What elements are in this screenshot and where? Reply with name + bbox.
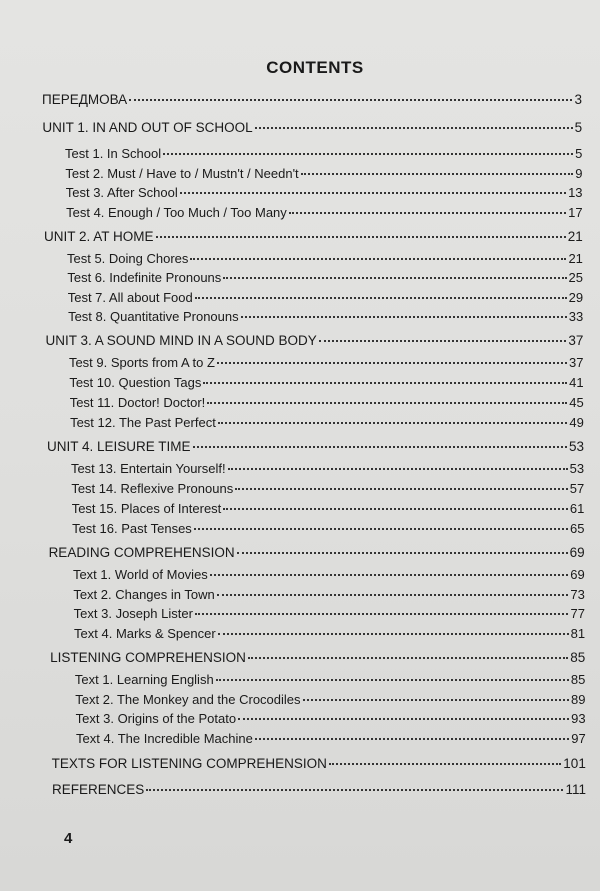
dot-leader <box>303 699 569 701</box>
toc-entry-page: 111 <box>565 782 586 797</box>
toc-entry-page: 13 <box>568 185 583 200</box>
toc-entry <box>65 166 582 181</box>
dot-leader <box>207 402 567 404</box>
toc-entry-label: LISTENING COMPREHENSION <box>50 650 246 665</box>
toc-entry-page: 49 <box>569 415 584 430</box>
toc-entry <box>74 626 585 641</box>
toc-entry <box>73 587 585 602</box>
dot-leader <box>228 468 568 470</box>
dot-leader <box>146 789 563 791</box>
toc-entry-label: UNIT 3. A SOUND MIND IN A SOUND BODY <box>45 333 317 348</box>
toc-entry-page: 61 <box>569 501 585 516</box>
toc-entry-label: Text 3. Origins of the Potato <box>75 711 237 726</box>
toc-entry <box>67 251 583 266</box>
toc-entry <box>67 270 583 285</box>
toc-entry-page: 65 <box>570 521 585 536</box>
toc-entry-page: 9 <box>575 166 583 181</box>
toc-entry-page: 97 <box>571 731 586 746</box>
dot-leader <box>129 99 572 101</box>
toc-entry-page: 21 <box>568 251 583 266</box>
toc-entry <box>76 711 586 726</box>
dot-leader <box>235 488 568 490</box>
dot-leader <box>180 192 566 194</box>
dot-leader <box>193 446 567 448</box>
dot-leader <box>190 258 566 260</box>
dot-leader <box>255 127 573 129</box>
toc-entry-label: Text 2. The Monkey and the Crocodiles <box>75 692 301 707</box>
toc-entry-label: UNIT 4. LEISURE TIME <box>47 439 191 454</box>
page-number: 4 <box>64 830 73 847</box>
toc-entry-label: Test 6. Indefinite Pronouns <box>67 270 222 285</box>
toc-entry-page: 85 <box>570 672 586 687</box>
dot-leader <box>255 738 569 740</box>
toc-entry-label: Text 1. Learning English <box>74 672 214 687</box>
dot-leader <box>195 297 567 299</box>
toc-entry-page: 85 <box>570 650 586 665</box>
dot-leader <box>156 236 566 238</box>
toc-entry-page: 53 <box>569 461 585 476</box>
dot-leader <box>301 173 574 175</box>
toc-entry-label: Text 4. The Incredible Machine <box>76 731 253 746</box>
toc-entry-label: TEXTS FOR LISTENING COMPREHENSION <box>51 756 327 771</box>
dot-leader <box>195 613 569 615</box>
toc-entry <box>74 606 585 621</box>
toc-entry <box>65 146 582 161</box>
toc-entry-label: Text 2. Changes in Town <box>73 587 215 602</box>
toc-entry-page: 41 <box>569 375 584 390</box>
toc-entry-page: 45 <box>569 395 584 410</box>
dot-leader <box>216 679 569 681</box>
dot-leader <box>329 763 561 765</box>
toc-entry-page: 77 <box>570 606 585 621</box>
toc-entry-label: READING COMPREHENSION <box>48 545 235 560</box>
toc-entry-page: 29 <box>568 290 584 305</box>
toc-entry <box>71 481 584 496</box>
toc-entry <box>69 375 583 390</box>
toc-entry-label: Test 9. Sports from A to Z <box>68 355 215 370</box>
toc-entry <box>66 185 583 200</box>
toc-entry-page: 5 <box>575 146 583 161</box>
toc-entry-label: Text 1. World of Movies <box>72 567 208 582</box>
toc-entry-label: REFERENCES <box>52 782 145 797</box>
toc-entry-label: ПЕРЕДМОВА <box>42 92 128 107</box>
toc-entry-label: Test 12. The Past Perfect <box>70 415 216 430</box>
toc-entry-page: 33 <box>568 309 584 324</box>
toc-entry-label: UNIT 1. IN AND OUT OF SCHOOL <box>42 120 253 135</box>
toc-section <box>52 782 586 797</box>
toc-section <box>42 92 582 107</box>
toc-entry-label: Test 10. Question Tags <box>69 375 202 390</box>
toc-section <box>52 756 586 771</box>
dot-leader <box>203 382 567 384</box>
page-title: CONTENTS <box>266 58 364 77</box>
toc-entry <box>75 672 585 687</box>
dot-leader <box>218 633 569 635</box>
toc-entry <box>68 290 583 305</box>
dot-leader <box>289 212 566 214</box>
toc-entry-page: 17 <box>568 205 583 220</box>
toc-entry-page: 69 <box>570 567 585 582</box>
toc-entry-label: Test 16. Past Tenses <box>72 521 192 536</box>
toc-entry-label: UNIT 2. AT HOME <box>43 229 154 244</box>
dot-leader <box>319 340 567 342</box>
dot-leader <box>163 153 573 155</box>
dot-leader <box>194 528 568 530</box>
toc-entry-page: 25 <box>568 270 584 285</box>
toc-entry-page: 73 <box>570 587 585 602</box>
dot-leader <box>217 594 569 596</box>
dot-leader <box>210 574 568 576</box>
toc-entry <box>72 521 584 536</box>
toc-entry-label: Text 4. Marks & Spencer <box>74 626 216 641</box>
dot-leader <box>241 316 567 318</box>
toc-entry <box>68 309 583 324</box>
toc-entry-page: 37 <box>568 333 584 348</box>
toc-entry-label: Test 2. Must / Have to / Mustn't / Needn't <box>65 166 299 181</box>
toc-entry-page: 101 <box>563 756 586 771</box>
toc-entry-label: Test 11. Doctor! Doctor! <box>69 395 206 410</box>
toc-entry-label: Test 3. After School <box>65 185 178 200</box>
dot-leader <box>237 552 568 554</box>
toc-entry <box>72 501 585 516</box>
toc-section <box>50 650 585 665</box>
toc-entry <box>73 567 585 582</box>
toc-section <box>49 545 585 560</box>
toc-entry-label: Test 8. Quantitative Pronouns <box>68 309 239 324</box>
toc-entry <box>70 395 584 410</box>
toc-entry-page: 3 <box>574 92 582 107</box>
dot-leader <box>238 718 569 720</box>
toc-entry <box>71 461 584 476</box>
toc-entry-page: 89 <box>571 692 586 707</box>
dot-leader <box>223 277 566 279</box>
toc-entry <box>66 205 583 220</box>
toc-entry-page: 21 <box>567 229 583 244</box>
toc-entry-label: Text 3. Joseph Lister <box>73 606 193 621</box>
toc-entry-label: Test 5. Doing Chores <box>66 251 189 266</box>
toc-entry-label: Test 1. In School <box>65 146 162 161</box>
toc-entry <box>76 731 586 746</box>
toc-section <box>47 439 584 454</box>
dot-leader <box>223 508 568 510</box>
toc-entry-label: Test 7. All about Food <box>67 290 193 305</box>
dot-leader <box>218 422 568 424</box>
toc-entry-label: Test 15. Places of Interest <box>71 501 222 516</box>
toc-entry-page: 69 <box>569 545 585 560</box>
toc-entry <box>75 692 585 707</box>
toc-entry-page: 57 <box>569 481 585 496</box>
dot-leader <box>248 657 568 659</box>
toc-entry-page: 81 <box>570 626 586 641</box>
toc-section <box>42 120 582 135</box>
toc-entry-label: Test 14. Reflexive Pronouns <box>71 481 234 496</box>
toc-entry-page: 53 <box>568 439 584 454</box>
dot-leader <box>217 362 567 364</box>
toc-entry-page: 37 <box>569 355 584 370</box>
toc-entry <box>70 415 584 430</box>
toc-section <box>44 229 583 244</box>
toc-section <box>45 333 583 348</box>
toc-entry-page: 93 <box>571 711 586 726</box>
toc-entry-label: Test 13. Entertain Yourself! <box>70 461 226 476</box>
toc-entry <box>69 355 584 370</box>
toc-entry-page: 5 <box>574 120 583 135</box>
toc-entry-label: Test 4. Enough / Too Much / Too Many <box>66 205 287 220</box>
